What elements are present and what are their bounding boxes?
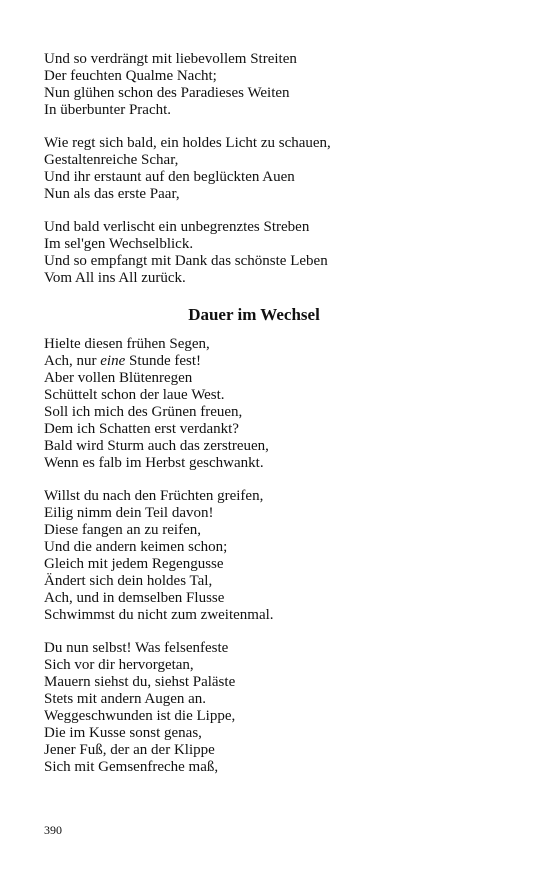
page-number: 390 xyxy=(44,823,62,837)
verse-line: Ändert sich dein holdes Tal, xyxy=(44,573,213,589)
poem-title: Dauer im Wechsel xyxy=(188,305,320,324)
verse-line: Und ihr erstaunt auf den beglückten Auen xyxy=(44,169,295,185)
verse-line: Wie regt sich bald, ein holdes Licht zu schauen, xyxy=(44,135,331,151)
verse-line: Stets mit andern Augen an. xyxy=(44,691,207,707)
verse-line: Eilig nimm dein Teil davon! xyxy=(44,505,214,521)
verse-line: Diese fangen an zu reifen, xyxy=(44,522,202,538)
verse-line: Und so verdrängt mit liebevollem Streiten xyxy=(44,51,297,67)
stanza xyxy=(44,135,514,203)
verse-line: Gestaltenreiche Schar, xyxy=(44,152,179,168)
verse-line: Vom All ins All zurück. xyxy=(44,270,186,286)
poem-text xyxy=(44,51,514,776)
verse-text: Stunde fest! xyxy=(125,353,202,369)
verse-line: Und so empfangt mit Dank das schönste Leben xyxy=(44,253,328,269)
verse-line: Sich vor dir hervorgetan, xyxy=(44,657,194,673)
verse-line: Hielte diesen frühen Segen, xyxy=(44,336,210,352)
stanza xyxy=(44,219,514,287)
verse-line xyxy=(44,353,514,370)
verse-line: Sich mit Gemsenfreche maß, xyxy=(44,759,219,775)
verse-line: In überbunter Pracht. xyxy=(44,102,172,118)
verse-line: Dem ich Schatten erst verdankt? xyxy=(44,421,239,437)
verse-line: Soll ich mich des Grünen freuen, xyxy=(44,404,243,420)
verse-line: Jener Fuß, der an der Klippe xyxy=(44,742,215,758)
stanza xyxy=(44,640,514,776)
verse-line: Der feuchten Qualme Nacht; xyxy=(44,68,217,84)
verse-line: Im sel'gen Wechselblick. xyxy=(44,236,194,252)
verse-line: Mauern siehst du, siehst Paläste xyxy=(44,674,236,690)
stanza xyxy=(44,488,514,624)
verse-line: Schüttelt schon der laue West. xyxy=(44,387,225,403)
verse-line: Willst du nach den Früchten greifen, xyxy=(44,488,264,504)
emphasized-word: eine xyxy=(100,353,126,369)
verse-line: Nun als das erste Paar, xyxy=(44,186,180,202)
verse-line: Aber vollen Blütenregen xyxy=(44,370,193,386)
verse-line: Bald wird Sturm auch das zerstreuen, xyxy=(44,438,269,454)
verse-line: Ach, und in demselben Flusse xyxy=(44,590,225,606)
stanza xyxy=(44,51,514,119)
stanza xyxy=(44,336,514,472)
verse-line: Schwimmst du nicht zum zweitenmal. xyxy=(44,607,274,623)
verse-line: Wenn es falb im Herbst geschwankt. xyxy=(44,455,264,471)
verse-text: Ach, nur xyxy=(44,353,101,369)
verse-line: Die im Kusse sonst genas, xyxy=(44,725,202,741)
verse-line: Und bald verlischt ein unbegrenztes Streben xyxy=(44,219,310,235)
verse-line: Weggeschwunden ist die Lippe, xyxy=(44,708,236,724)
verse-line: Nun glühen schon des Paradieses Weiten xyxy=(44,85,290,101)
verse-line: Gleich mit jedem Regengusse xyxy=(44,556,224,572)
verse-line: Und die andern keimen schon; xyxy=(44,539,228,555)
verse-line: Du nun selbst! Was felsenfeste xyxy=(44,640,229,656)
